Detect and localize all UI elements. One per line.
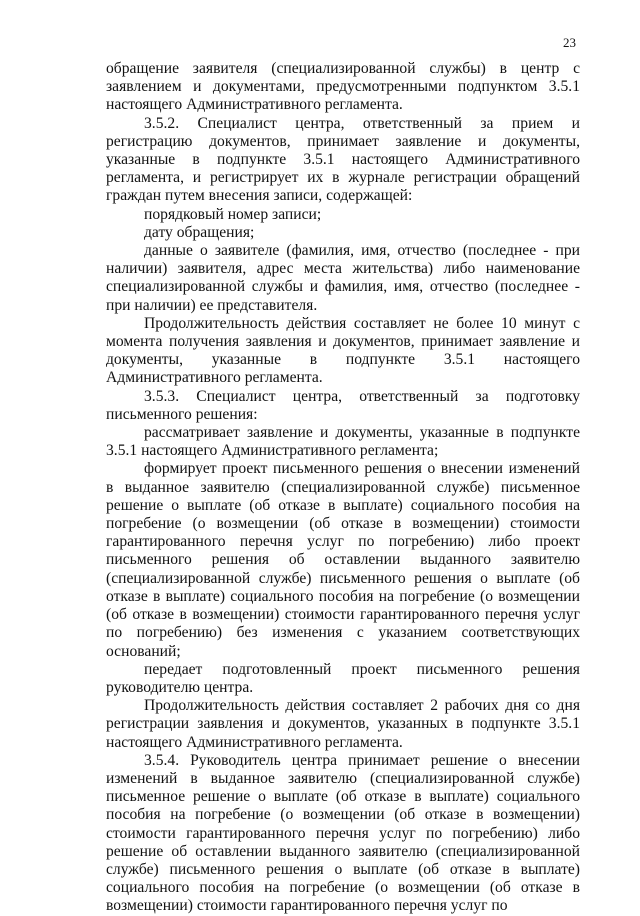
page-number: 23: [563, 35, 576, 50]
paragraph-duration-2-days: Продолжительность действия составляет 2 рабочих дня со дня регистрации заявления и документов, указанных в подпункте 3.5.1 настоящего Административного регламента.: [106, 697, 580, 751]
paragraph-3-5-3: 3.5.3. Специалист центра, ответственный за подготовку письменного решения:: [106, 387, 580, 423]
list-item-applicant-data: данные о заявителе (фамилия, имя, отчество (последнее - при наличии) заявителя, адрес места жительства) либо наименование специализированной службы и фамилия, имя, отчество (последнее - при наличии) ее представителя.: [106, 242, 580, 314]
paragraph-3-5-2: 3.5.2. Специалист центра, ответственный за прием и регистрацию документов, принимает заявление и документы, указанные в подпункте 3.5.1 настоящего Административного регламента, и регистрирует их в журнале регистрации обращений граждан путем внесения записи, содержащей:: [106, 114, 580, 205]
list-item-reviews-application: рассматривает заявление и документы, указанные в подпункте 3.5.1 настоящего Административного регламента;: [106, 424, 580, 460]
paragraph-continuation: обращение заявителя (специализированной службы) в центр с заявлением и документами, предусмотренными подпунктом 3.5.1 настоящего Административного регламента.: [106, 60, 580, 114]
list-item-request-date: дату обращения;: [144, 223, 255, 241]
document-body: [106, 60, 580, 916]
list-item-forms-draft-decision: формирует проект письменного решения о внесении изменений в выданное заявителю (специализированной службе) письменное решение о выплате (об отказе в выплате) социального пособия на погребение (о возмещении (об отказе в возмещении) стоимости гарантированного перечня услуг по погребению) либо проект письменного решения об оставлении выданного заявителю (специализированной службе) письменного решения о выплате (об отказе в выплате) социального пособия на погребение (о возмещении (об отказе в возмещении) стоимости гарантированного перечня услуг по погребению) без изменения с указанием соответствующих оснований;: [106, 460, 580, 660]
list-item-record-number: порядковый номер записи;: [144, 205, 322, 223]
list-item-passes-draft: передает подготовленный проект письменного решения руководителю центра.: [106, 660, 580, 696]
paragraph-duration-10-minutes: Продолжительность действия составляет не более 10 минут с момента получения заявления и документов, принимает заявление и документы, указанные в подпункте 3.5.1 настоящего Административного регламента.: [106, 314, 580, 387]
paragraph-3-5-4: 3.5.4. Руководитель центра принимает решение о внесении изменений в выданное заявителю (специализированной службе) письменное решение о выплате (об отказе в выплате) социального пособия на погребение (о возмещении (об отказе в возмещении) стоимости гарантированного перечня услуг по погребению) либо решение об оставлении выданного заявителю (специализированной службе) письменного решения о выплате (об отказе в выплате) социального пособия на погребение (о возмещении (об отказе в возмещении) стоимости гарантированного перечня услуг по: [106, 751, 580, 915]
